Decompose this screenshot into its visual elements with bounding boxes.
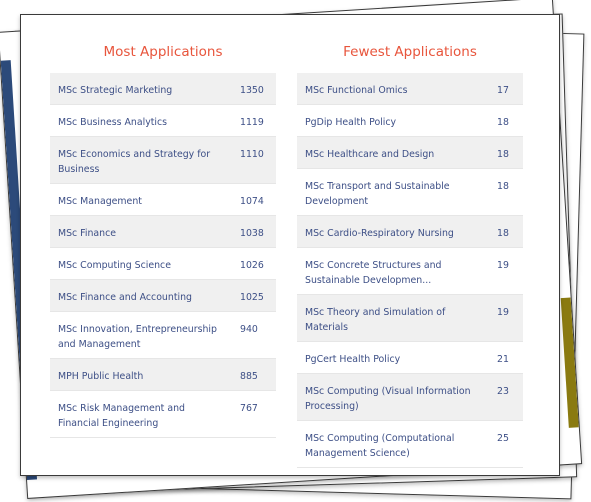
table-row: [297, 248, 523, 295]
table-row: [297, 105, 523, 137]
application-count: 1119: [240, 117, 264, 128]
application-count: 18: [497, 149, 509, 160]
table-row: [297, 73, 523, 105]
table-row: [50, 391, 276, 438]
application-count: 1025: [240, 292, 264, 303]
fewest-applications-table: [297, 73, 523, 468]
application-count: 767: [240, 403, 258, 414]
application-count: 1038: [240, 228, 264, 239]
table-row: [297, 374, 523, 421]
application-count: 25: [497, 433, 509, 444]
application-count: 23: [497, 386, 509, 397]
table-row: [297, 295, 523, 342]
programme-name: MSc Computing (Computational Management Science): [305, 433, 455, 459]
programme-name: MSc Concrete Structures and Sustainable Developmen...: [305, 260, 442, 286]
application-count: 18: [497, 228, 509, 239]
programme-name: MSc Finance: [58, 228, 117, 239]
programme-name: MSc Innovation, Entrepreneurship and Management: [58, 324, 217, 350]
paper-sheet-front: [20, 14, 560, 476]
table-row: [50, 105, 276, 137]
application-count: 1074: [240, 196, 264, 207]
fewest-applications-column: [297, 15, 523, 468]
application-count: 1026: [240, 260, 264, 271]
programme-name: MPH Public Health: [58, 371, 144, 382]
table-row: [50, 137, 276, 184]
table-row: [297, 137, 523, 169]
table-row: [50, 216, 276, 248]
programme-name: PgDip Health Policy: [305, 117, 397, 128]
application-count: 19: [497, 307, 509, 318]
application-count: 18: [497, 181, 509, 192]
table-row: [297, 216, 523, 248]
application-count: 18: [497, 117, 509, 128]
table-row: [50, 248, 276, 280]
table-row: [50, 280, 276, 312]
table-row: [50, 73, 276, 105]
programme-name: MSc Strategic Marketing: [58, 85, 173, 96]
table-row: [50, 184, 276, 216]
programme-name: MSc Economics and Strategy for Business: [58, 149, 211, 175]
most-applications-column: [50, 15, 276, 438]
programme-name: MSc Computing Science: [58, 260, 171, 271]
table-row: [297, 342, 523, 374]
programme-name: MSc Computing (Visual Information Processing): [305, 386, 471, 412]
programme-name: MSc Functional Omics: [305, 85, 408, 96]
most-applications-title: Most Applications: [103, 44, 223, 60]
programme-name: PgCert Health Policy: [305, 354, 401, 365]
table-row: [297, 169, 523, 216]
application-count: 19: [497, 260, 509, 271]
table-row: [50, 359, 276, 391]
programme-name: MSc Healthcare and Design: [305, 149, 435, 160]
programme-name: MSc Business Analytics: [58, 117, 168, 128]
application-count: 1350: [240, 85, 264, 96]
programme-name: MSc Transport and Sustainable Development: [305, 181, 450, 207]
application-count: 885: [240, 371, 258, 382]
table-row: [297, 421, 523, 468]
application-count: 17: [497, 85, 509, 96]
fewest-applications-title: Fewest Applications: [343, 44, 477, 60]
table-row: [50, 312, 276, 359]
programme-name: MSc Risk Management and Financial Engineering: [58, 403, 185, 429]
application-count: 1110: [240, 149, 264, 160]
most-applications-table: [50, 73, 276, 438]
application-count: 940: [240, 324, 258, 335]
programme-name: MSc Cardio-Respiratory Nursing: [305, 228, 454, 239]
application-count: 21: [497, 354, 509, 365]
programme-name: MSc Finance and Accounting: [58, 292, 192, 303]
programme-name: MSc Theory and Simulation of Materials: [305, 307, 446, 333]
programme-name: MSc Management: [58, 196, 142, 207]
